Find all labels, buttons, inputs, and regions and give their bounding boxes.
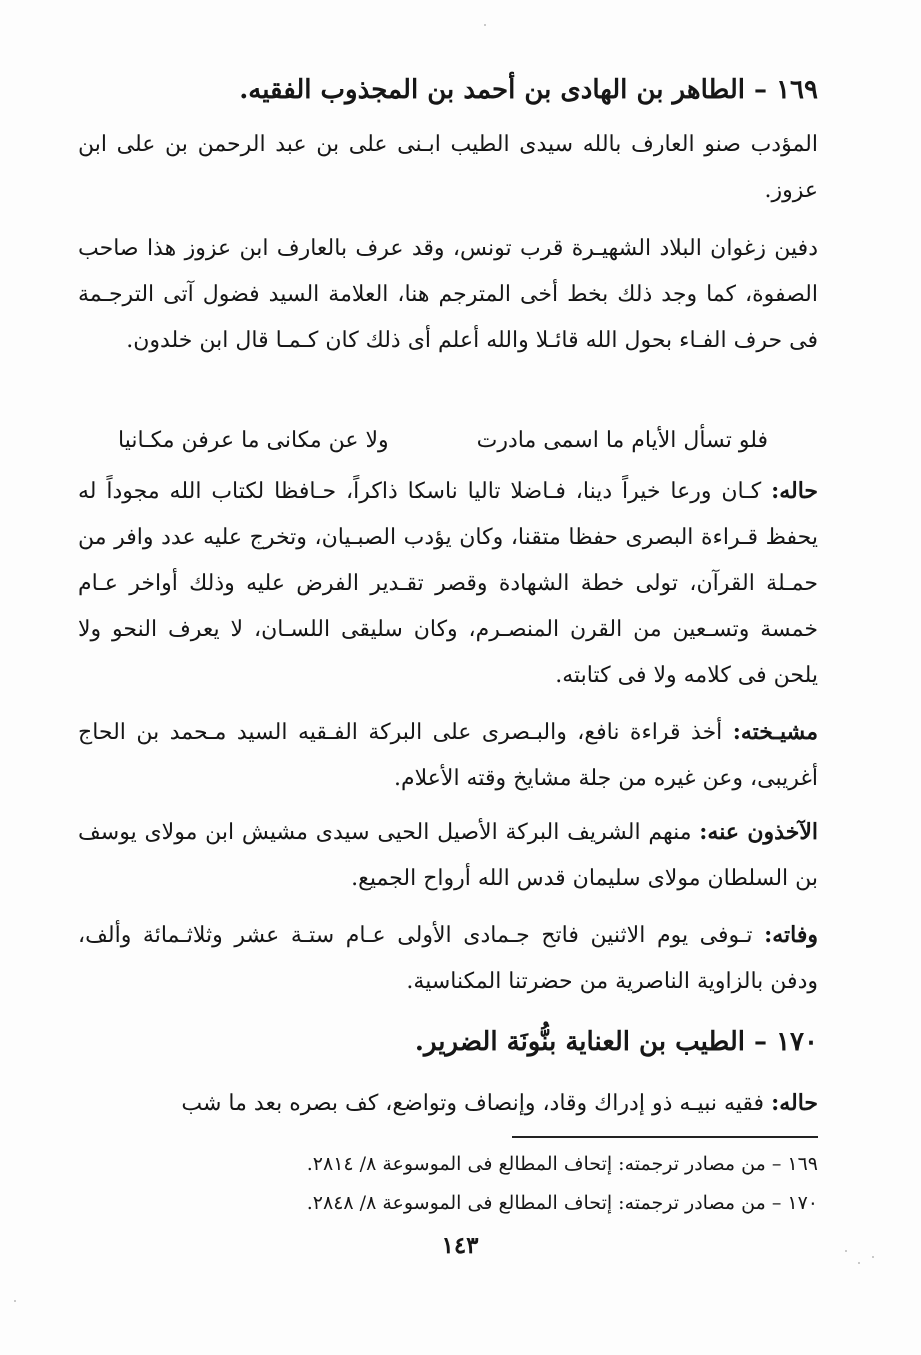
footnote: ١٦٩ – من مصادر ترجمته: إتحاف المطالع فى الموسوعة ٨/ ٢٨١٤. xyxy=(306,1153,818,1175)
scan-speck xyxy=(872,1256,874,1258)
scan-speck xyxy=(484,24,486,26)
entry-title: ١٧٠ – الطيب بن العناية بنُّونَة الضرير. xyxy=(414,1027,818,1057)
entry-title: ١٦٩ – الطاهر بن الهادى بن أحمد بن المجذوب الفقيه. xyxy=(239,75,818,105)
section-students xyxy=(78,809,818,902)
verse-first-hemistich: فلو تسأل الأيام ما اسمى مادرت xyxy=(476,428,768,453)
burial-paragraph: دفين زغوان البلاد الشهيـرة قرب تونس، وقد عرف بالعارف ابن عزوز هذا صاحب الصفوة، كما وجد ذلك بخط أخى المترجم هنا، العلامة السيد فضول آتى الترجـمة فى حرف الفـاء بحول الله قائـلا والله أعلم أى ذلك كان كـمـا قال ابن خلدون. xyxy=(78,236,818,353)
verse-second-hemistich: ولا عن مكانى ما عرفن مكـانيا xyxy=(118,428,389,453)
page-number: ١٤٣ xyxy=(441,1232,479,1259)
footnote-divider xyxy=(512,1136,818,1138)
section-lead: وفاته: xyxy=(764,922,818,948)
section-teachers xyxy=(78,709,818,802)
section-text: منهم الشريف البركة الأصيل الحيى سيدى مشيش ابن مولاى يوسف بن السلطان مولاى سليمان قدس الله أرواح الجميع. xyxy=(78,820,818,891)
section-text: تـوفى يوم الاثنين فاتح جـمادى الأولى عـام ستـة عشر وثلاثـمائة وألف، ودفن بالزاوية الناصرية من حضرتنا المكناسية. xyxy=(78,923,818,994)
section-status xyxy=(78,1080,818,1127)
section-lead: حاله: xyxy=(771,478,818,504)
section-lead: حاله: xyxy=(771,1090,818,1116)
section-text: كـان ورعا خيراً دينا، فـاضلا تاليا ناسكا ذاكراً، حـافظا لكتاب الله مجوداً له يحفظ قـراءة البصرى حفظا متقنا، وكان يؤدب الصبـيان، وتخرج عليه عدد وافر من حمـلة القرآن، تولى خطة الشهادة وقصر تقـدير الفرض عليه وذلك أواخر عـام خمسة وتسـعين من القرن المنصـرم، وكان سليقى اللسـان، لا يعرف النحو ولا يلحن فى كلامه ولا فى كتابته. xyxy=(78,479,818,688)
intro-paragraph: المؤدب صنو العارف بالله سيدى الطيب ابـنى على بن عبد الرحمن بن على ابن عزوز. xyxy=(78,132,818,203)
section-text: فقيه نبيـه ذو إدراك وقاد، وإنصاف وتواضع، كف بصره بعد ما شب xyxy=(181,1091,772,1116)
poetry-verse xyxy=(78,418,818,464)
section-death xyxy=(78,912,818,1005)
scan-speck xyxy=(14,1300,16,1302)
section-lead: مشيـخته: xyxy=(732,719,818,745)
scan-speck xyxy=(845,1250,847,1252)
section-lead: الآخذون عنه: xyxy=(699,819,818,845)
footnote: ١٧٠ – من مصادر ترجمته: إتحاف المطالع فى الموسوعة ٨/ ٢٨٤٨. xyxy=(306,1192,818,1214)
scan-speck xyxy=(858,1262,860,1264)
section-status xyxy=(78,468,818,699)
section-text: أخذ قراءة نافع، والبـصرى على البركة الفـقيه السيد مـحمد بن الحاج أغريبى، وعن غيره من جلة مشايخ وقته الأعلام. xyxy=(78,720,818,791)
